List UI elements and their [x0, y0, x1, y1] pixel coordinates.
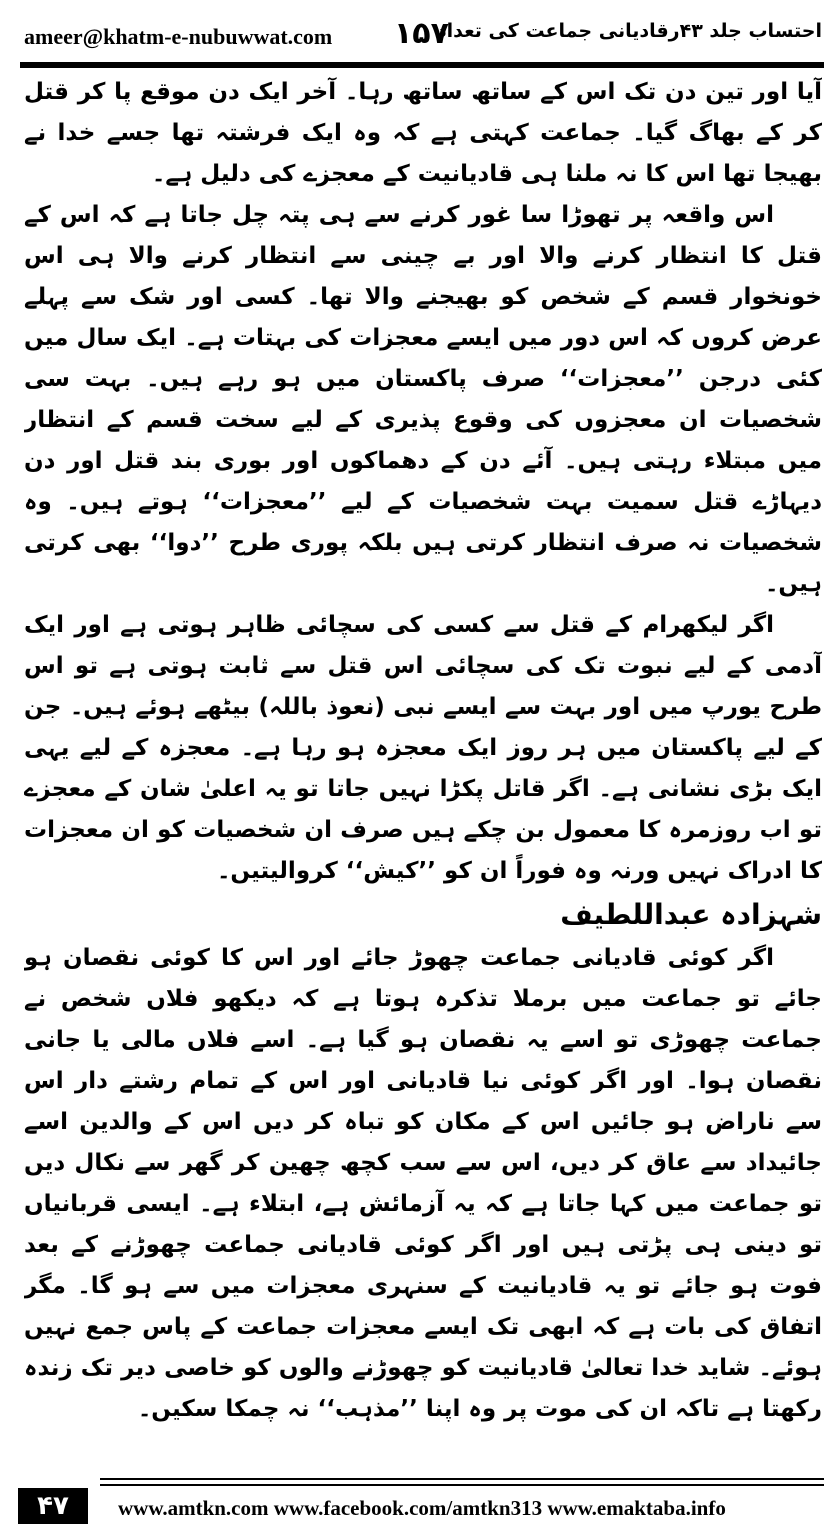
- page-header: [24, 14, 822, 58]
- paragraph: آیا اور تین دن تک اس کے ساتھ ساتھ رہا۔ آخر ایک دن موقع پا کر قتل کر کے بھاگ گیا۔ جماعت کہتی ہے کہ وہ ایک فرشتہ تھا جسے خدا نے بھیجا تھا اس کا نہ ملنا ہی قادیانیت کے معجزے کی دلیل ہے۔: [24, 79, 822, 187]
- section-heading: شہزادہ عبداللطیف: [560, 898, 822, 931]
- header-rule: [20, 62, 824, 68]
- paragraph: اگر کوئی قادیانی جماعت چھوڑ جائے اور اس کا کوئی نقصان ہو جائے تو جماعت میں برملا تذکرہ ہوتا ہے کہ دیکھو فلاں شخص نے جماعت چھوڑی تو اسے یہ نقصان ہو گیا ہے۔ اسے فلاں مالی یا جانی نقصان ہوا۔ اور اگر کوئی نیا قادیانی اور اس کے تمام رشتے دار اس سے ناراض ہو جائیں اس کے مکان کو تباہ کر دیں اس کے والدین اسے جائیداد سے عاق کر دیں، اس سے سب کچھ چھین کر گھر سے نکال دیں تو جماعت میں کہا جاتا ہے کہ یہ آزمائش ہے، ابتلاء ہے۔ ایسی قربانیاں تو دینی ہی پڑتی ہیں اور اگر کوئی قادیانی جماعت چھوڑنے کے بعد فوت ہو جائے تو یہ قادیانیت کے سنہری معجزات میں سے ہو گا۔ مگر اتفاق کی بات ہے کہ ابھی تک ایسے معجزات جماعت کے پاس جمع نہیں ہوئے۔ شاید خدا تعالیٰ قادیانیت کو چھوڑنے والوں کو خاصی دیر تک زندہ رکھتا ہے تاکہ ان کی موت پر وہ اپنا ’’مذہب‘‘ نہ چمکا سکیں۔: [24, 945, 822, 1422]
- page-number: ۱۵۷: [394, 16, 449, 51]
- footer-links: www.amtkn.com www.facebook.com/amtkn313 www.emaktaba.info: [118, 1496, 726, 1520]
- paragraph: اس واقعہ پر تھوڑا سا غور کرنے سے ہی پتہ چل جاتا ہے کہ اس کے قتل کا انتظار کرنے والا اور بے چینی سے انتظار کرنے والا ہی اس خونخوار قسم کے شخص کو بھیجنے والا تھا۔ کسی اور شک سے پہلے عرض کروں کہ اس دور میں ایسے معجزات کی بہتات ہے۔ ایک سال میں کئی درجن ’’معجزات‘‘ صرف پاکستان میں ہو رہے ہیں۔ بہت سی شخصیات ان معجزوں کی وقوع پذیری کے لیے سخت قسم کے انتظار میں مبتلاء رہتی ہیں۔ آئے دن کے دھماکوں اور بوری بند قتل اور دن دیہاڑے قتل سمیت بہت شخصیات کے لیے ’’معجزات‘‘ ہوتے ہیں۔ وہ شخصیات نہ صرف انتظار کرتی ہیں بلکہ پوری طرح ’’دوا‘‘ بھی کرتی ہیں۔: [24, 202, 822, 597]
- footer-rule: [100, 1478, 824, 1480]
- paragraph: اگر لیکھرام کے قتل سے کسی کی سچائی ظاہر ہوتی ہے اور ایک آدمی کے لیے نبوت تک کی سچائی اس قتل سے ثابت ہوتی ہے تو اس طرح یورپ میں اور بہت سے ایسے نبی (نعوذ باللہ) بیٹھے ہوئے ہیں۔ جن کے لیے پاکستان میں ہر روز ایک معجزہ ہو رہا ہے۔ معجزہ کے لیے یہی ایک بڑی نشانی ہے۔ اگر قاتل پکڑا نہیں جاتا تو یہ اعلیٰ شان کے معجزے تو اب روزمرہ کا معمول بن چکے ہیں صرف ان شخصیات کو ان معجزات کا ادراک نہیں ورنہ وہ فوراً ان کو ’’کیش‘‘ کروالیتیں۔: [24, 612, 822, 884]
- main-text: [24, 72, 822, 1454]
- footer-rule: [100, 1484, 824, 1486]
- header-email: ameer@khatm-e-nubuwwat.com: [24, 24, 333, 49]
- footer-page-marker: ۴۷: [18, 1488, 88, 1524]
- running-title: احتساب جلد ۴۳رقادیانی جماعت کی تعداد: [436, 20, 822, 42]
